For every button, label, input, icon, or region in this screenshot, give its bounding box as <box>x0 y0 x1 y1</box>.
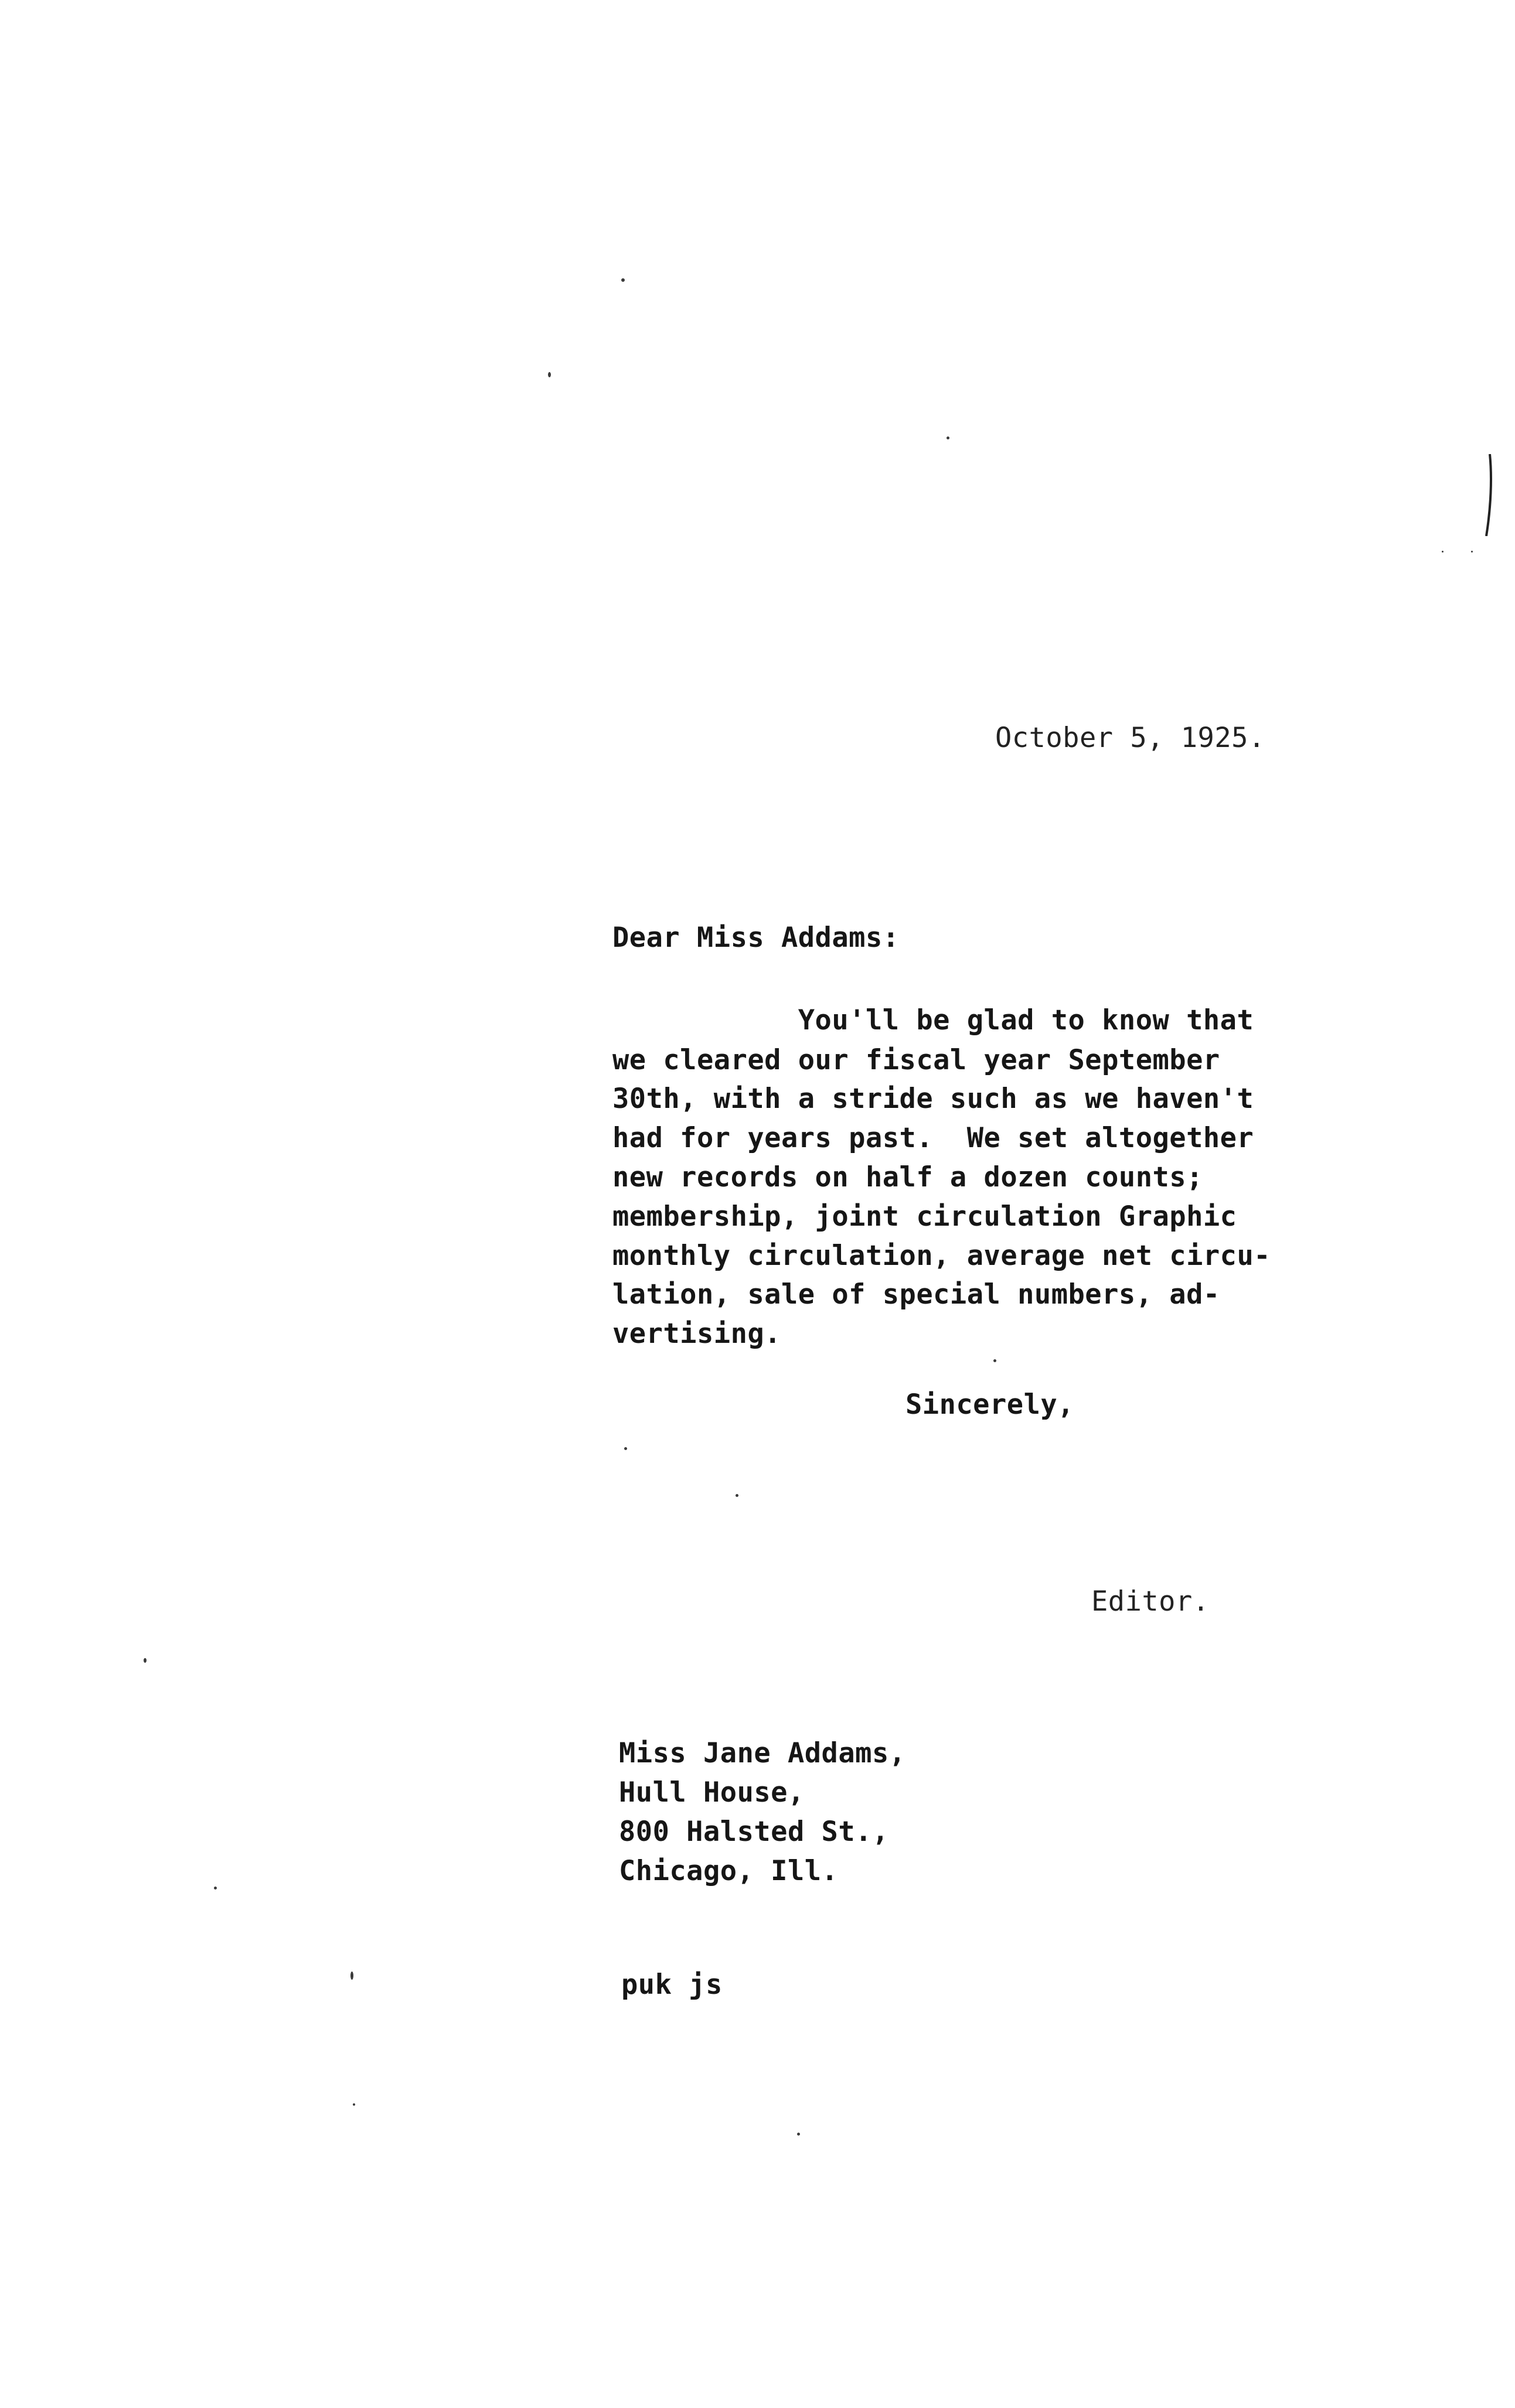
letter-date: October 5, 1925. <box>995 722 1265 754</box>
scan-speck <box>144 1658 147 1663</box>
scan-speck <box>353 2103 355 2106</box>
body-line: we cleared our fiscal year September <box>612 1044 1220 1076</box>
scan-speck <box>993 1359 996 1362</box>
body-line: lation, sale of special numbers, ad- <box>612 1278 1220 1311</box>
recipient-line: Chicago, Ill. <box>619 1855 839 1887</box>
closing: Sincerely, <box>905 1389 1074 1421</box>
scan-speck <box>1471 551 1473 552</box>
body-line: 30th, with a stride such as we haven't <box>612 1083 1254 1115</box>
edge-scan-mark <box>1484 454 1496 536</box>
recipient-line: Miss Jane Addams, <box>619 1737 906 1769</box>
salutation: Dear Miss Addams: <box>612 922 900 954</box>
recipient-line: 800 Halsted St., <box>619 1816 889 1848</box>
body-line: vertising. <box>612 1318 781 1350</box>
scan-speck <box>621 278 625 282</box>
scan-speck <box>797 2133 800 2136</box>
body-line: You'll be glad to know that <box>612 1004 1254 1036</box>
signature-title: Editor. <box>1091 1585 1210 1618</box>
typist-initials: puk js <box>621 1969 723 2001</box>
scan-speck <box>624 1447 627 1450</box>
scan-speck <box>947 436 949 439</box>
body-line: monthly circulation, average net circu- <box>612 1240 1271 1272</box>
recipient-line: Hull House, <box>619 1776 805 1809</box>
scan-speck <box>548 372 551 377</box>
scan-speck <box>350 1972 353 1980</box>
scan-speck <box>736 1494 738 1497</box>
body-line: membership, joint circulation Graphic <box>612 1200 1237 1233</box>
scan-speck <box>214 1887 217 1889</box>
body-line: had for years past. We set altogether <box>612 1122 1254 1154</box>
body-line: new records on half a dozen counts; <box>612 1161 1203 1193</box>
scan-speck <box>1442 551 1443 552</box>
